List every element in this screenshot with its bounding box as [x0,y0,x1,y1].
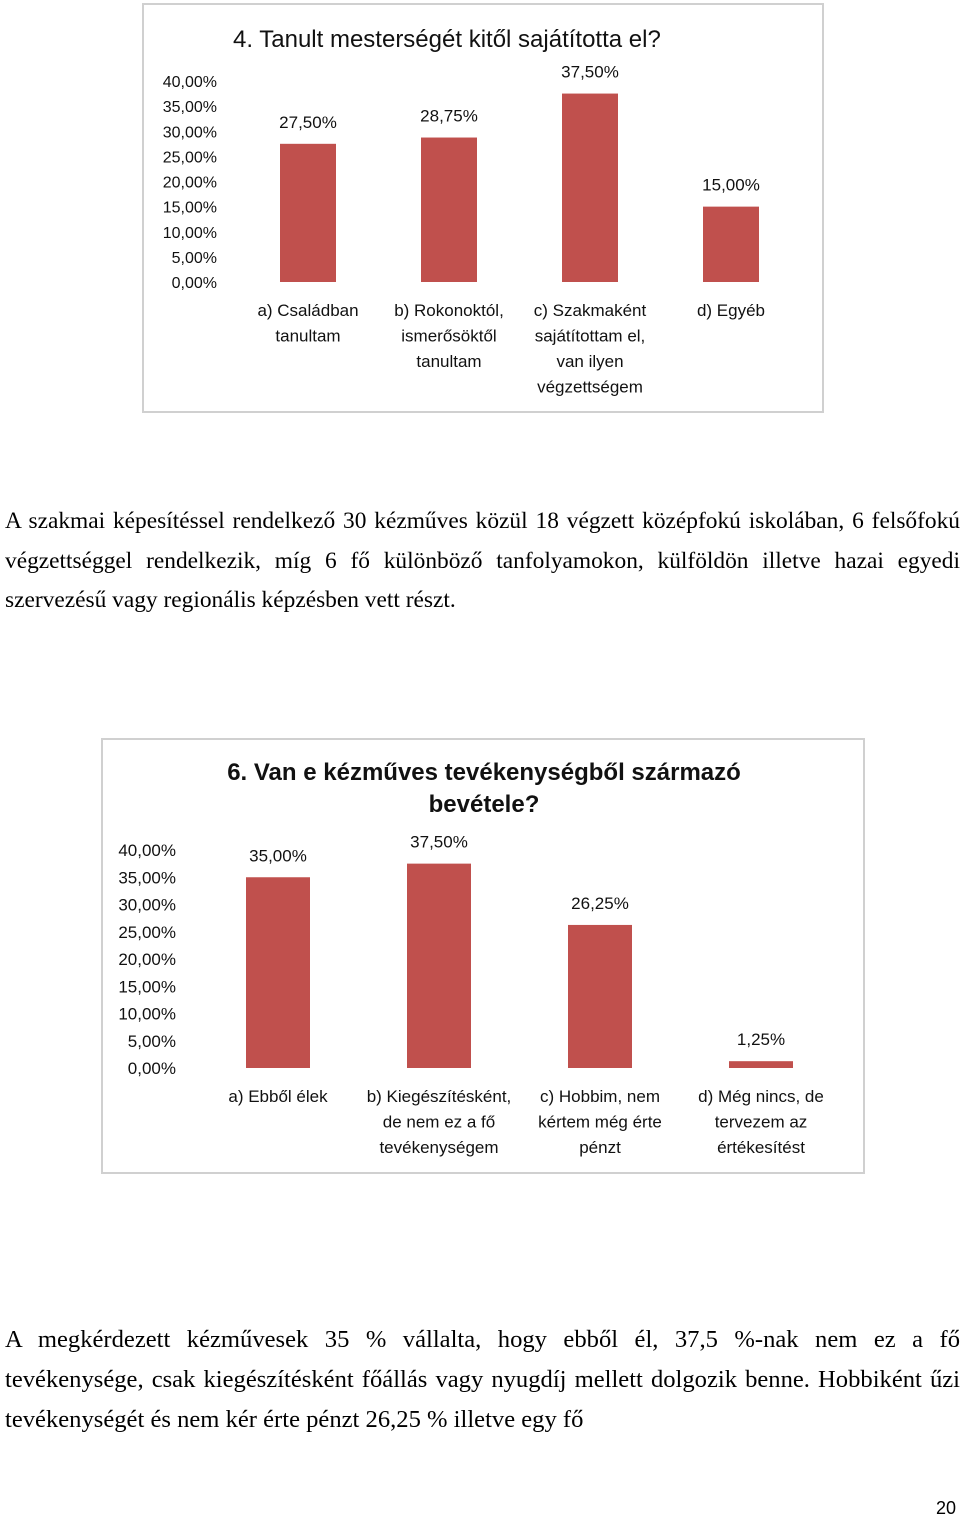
data-label: 37,50% [410,832,468,852]
y-tick-label: 15,00% [162,199,217,217]
y-tick-label: 0,00% [127,1059,176,1078]
y-tick-label: 5,00% [127,1031,176,1051]
category-label: c) Szakmaként [533,301,647,320]
category-label: végzettségem [537,377,643,397]
category-label: értékesítést [717,1138,805,1157]
category-label: d) Egyéb [696,301,766,320]
y-tick-label: 5,00% [171,249,217,267]
data-label: 1,25% [736,1030,786,1050]
y-tick-label: 35,00% [118,868,176,888]
y-tick-label: 15,00% [118,977,176,997]
category-label: tanultam [275,326,341,346]
chart-title: 6. Van e kézműves tevékenységből származó [227,759,741,786]
y-tick-label: 20,00% [162,174,217,192]
data-label: 35,00% [249,846,307,866]
bar [246,877,310,1068]
data-label: 15,00% [702,175,760,195]
y-tick-label: 10,00% [162,224,217,242]
y-tick-label: 40,00% [118,841,176,860]
category-label: sajátítottam el, [534,326,646,346]
y-tick-label: 0,00% [171,275,217,292]
bar [729,1061,793,1068]
y-tick-label: 10,00% [118,1004,176,1024]
category-label: tanultam [416,352,482,371]
data-label: 28,75% [420,106,478,126]
y-tick-label: 25,00% [162,149,217,167]
category-label: c) Hobbim, nem [540,1087,660,1106]
category-label: a) Családban [257,301,359,320]
data-label: 27,50% [279,112,337,132]
category-label: pénzt [579,1138,621,1157]
y-tick-label: 35,00% [162,99,217,117]
category-label: a) Ebből élek [228,1087,328,1106]
y-tick-label: 20,00% [118,950,176,969]
bar [407,864,471,1068]
y-tick-label: 25,00% [118,922,176,942]
paragraph-income-summary: A megkérdezett kézművesek 35 % vállalta, hogy ebből él, 37,5 %-nak nem ez a fő tevékenysége, csak kiegészítésként főállás vagy nyugdíj mellett dolgozik benne. Hobbiként űzi tevékenységét és nem kér érte pénzt 26,25 % illetve egy fő [5,1326,960,1433]
category-label: de nem ez a fő [382,1112,496,1132]
category-label: van ilyen [556,352,624,371]
y-tick-label: 30,00% [118,895,176,915]
paragraph-qualifications: A szakmai képesítéssel rendelkező 30 kézműves közül 18 végzett középfokú iskolában, 6 felsőfokú végzettséggel rendelkezik, míg 6 fő különböző tanfolyamokon, külföldön illetve hazai egyedi szervezésű vagy regionális képzésben vett részt. [5,508,960,614]
category-label: b) Kiegészítésként, [366,1087,512,1106]
category-label: kértem még érte [538,1112,662,1132]
category-label: ismerősöktől [401,326,497,346]
y-tick-label: 40,00% [162,74,217,91]
chart-title: 4. Tanult mesterségét kitől sajátította el? [233,26,661,53]
category-label: d) Még nincs, de [698,1087,824,1106]
category-label: tervezem az [714,1112,808,1132]
bar [568,925,632,1068]
data-label: 37,50% [561,62,619,82]
chart-title: bevétele? [428,791,540,818]
page-number: 20 [935,1498,956,1518]
category-label: b) Rokonoktól, [394,301,504,320]
data-label: 26,25% [571,893,629,913]
y-tick-label: 30,00% [162,124,217,142]
category-label: tevékenységem [379,1138,499,1157]
